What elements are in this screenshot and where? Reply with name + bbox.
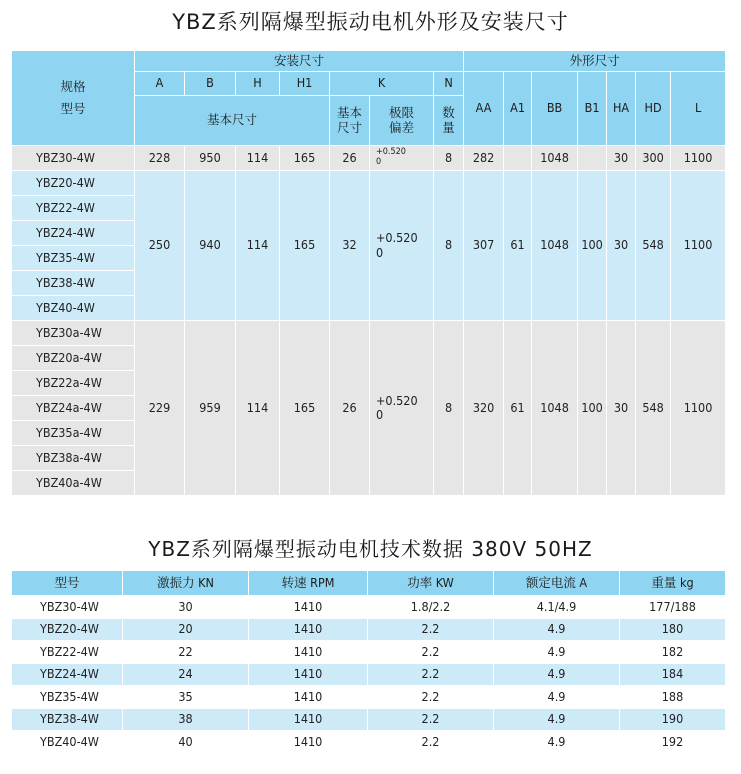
tech-force-cell: 22 [123, 641, 249, 664]
tech-speed-cell: 1410 [249, 596, 368, 619]
K-value: 32 [330, 171, 370, 321]
model-cell: YBZ40-4W [12, 296, 135, 321]
tech-speed-cell: 1410 [249, 641, 368, 664]
tech-current-cell: 4.9 [494, 663, 620, 686]
HA-value: 30 [607, 321, 636, 496]
model-cell: YBZ20-4W [12, 171, 135, 196]
col-A1: A1 [504, 72, 532, 146]
model-cell: YBZ22a-4W [12, 371, 135, 396]
H-value: 114 [236, 171, 280, 321]
tech-body [12, 596, 726, 754]
tech-current-cell: 4.9 [494, 641, 620, 664]
BB-value: 1048 [532, 171, 578, 321]
H-value: 114 [236, 146, 280, 171]
model-header [12, 51, 135, 146]
model-cell: YBZ30-4W [12, 146, 135, 171]
K-tolerance [370, 321, 434, 496]
L-value: 1100 [671, 321, 726, 496]
model-cell: YBZ24-4W [12, 221, 135, 246]
model-cell: YBZ35a-4W [12, 421, 135, 446]
count-header [434, 96, 464, 146]
model-cell: YBZ20a-4W [12, 346, 135, 371]
tech-model-cell: YBZ22-4W [12, 641, 123, 664]
dimensions-table [11, 50, 726, 496]
col-H1: H1 [280, 72, 330, 96]
A-value: 229 [135, 321, 185, 496]
tech-speed-cell: 1410 [249, 618, 368, 641]
tech-model-cell: YBZ30-4W [12, 596, 123, 619]
tech-current-cell: 4.9 [494, 731, 620, 754]
tech-weight-cell: 190 [620, 708, 726, 731]
tech-weight-cell: 177/188 [620, 596, 726, 619]
tolerance-upper: +0.520 [376, 392, 418, 408]
tech-power-cell: 2.2 [368, 708, 494, 731]
tech-table-row [12, 641, 726, 664]
col-A: A [135, 72, 185, 96]
tech-current-cell: 4.9 [494, 708, 620, 731]
HD-value: 548 [636, 321, 671, 496]
AA-value: 320 [464, 321, 504, 496]
tech-current-cell: 4.9 [494, 618, 620, 641]
HA-value: 30 [607, 146, 636, 171]
tolerance-upper: +0.520 [376, 230, 418, 246]
tech-force-cell: 20 [123, 618, 249, 641]
model-header-line1: 规格 [60, 78, 86, 94]
H1-value: 165 [280, 171, 330, 321]
model-cell: YBZ30a-4W [12, 321, 135, 346]
K-tolerance [370, 171, 434, 321]
table-row [12, 321, 726, 346]
HD-value: 548 [636, 171, 671, 321]
col-H: H [236, 72, 280, 96]
col-N: N [434, 72, 464, 96]
tech-force-cell: 38 [123, 708, 249, 731]
k-tolerance-header [370, 96, 434, 146]
tech-speed-cell: 1410 [249, 686, 368, 709]
col-L: L [671, 72, 726, 146]
tech-table-row [12, 708, 726, 731]
B1-value: 100 [578, 321, 607, 496]
tech-power-cell: 2.2 [368, 686, 494, 709]
tech-col-power: 功率 KW [368, 571, 494, 596]
B1-value: 100 [578, 171, 607, 321]
table-row [12, 146, 726, 171]
col-HA: HA [607, 72, 636, 146]
tolerance-lower: 0 [376, 407, 384, 422]
tech-force-cell: 24 [123, 663, 249, 686]
A1-value [504, 146, 532, 171]
tech-speed-cell: 1410 [249, 731, 368, 754]
model-cell: YBZ35-4W [12, 246, 135, 271]
basic-size-header: 基本尺寸 [135, 96, 330, 146]
tech-header-row [12, 571, 726, 596]
tech-table-row [12, 663, 726, 686]
tech-model-cell: YBZ35-4W [12, 686, 123, 709]
B1-value [578, 146, 607, 171]
L-value: 1100 [671, 171, 726, 321]
tech-col-weight: 重量 kg [620, 571, 726, 596]
col-B: B [185, 72, 236, 96]
tech-table-row [12, 731, 726, 754]
AA-value: 307 [464, 171, 504, 321]
col-BB: BB [532, 72, 578, 146]
BB-value: 1048 [532, 146, 578, 171]
col-HD: HD [636, 72, 671, 146]
tech-table-row [12, 618, 726, 641]
col-AA: AA [464, 72, 504, 146]
K-tolerance [370, 146, 434, 171]
N-value: 8 [434, 321, 464, 496]
model-cell: YBZ24a-4W [12, 396, 135, 421]
tech-model-cell: YBZ20-4W [12, 618, 123, 641]
tech-table-row [12, 686, 726, 709]
tech-power-cell: 2.2 [368, 663, 494, 686]
tech-force-cell: 35 [123, 686, 249, 709]
B-value: 940 [185, 171, 236, 321]
model-header-line2: 型号 [60, 101, 86, 116]
N-value: 8 [434, 146, 464, 171]
N-value: 8 [434, 171, 464, 321]
tolerance-lower: 0 [376, 157, 382, 167]
A-value: 250 [135, 171, 185, 321]
H-value: 114 [236, 321, 280, 496]
k-basic-header [330, 96, 370, 146]
tech-speed-cell: 1410 [249, 663, 368, 686]
tech-model-cell: YBZ38-4W [12, 708, 123, 731]
tech-force-cell: 40 [123, 731, 249, 754]
tech-speed-cell: 1410 [249, 708, 368, 731]
tech-col-current: 额定电流 A [494, 571, 620, 596]
tech-col-speed: 转速 RPM [249, 571, 368, 596]
B-value: 950 [185, 146, 236, 171]
tech-col-force: 激振力 KN [123, 571, 249, 596]
K-value: 26 [330, 146, 370, 171]
tech-table-row [12, 596, 726, 619]
tech-data-title: YBZ系列隔爆型振动电机技术数据 380V 50HZ [148, 537, 593, 561]
tech-power-cell: 2.2 [368, 641, 494, 664]
tech-weight-cell: 182 [620, 641, 726, 664]
install-dim-header: 安装尺寸 [135, 51, 464, 72]
A1-value: 61 [504, 321, 532, 496]
col-K: K [330, 72, 434, 96]
tech-current-cell: 4.1/4.9 [494, 596, 620, 619]
count-line1: 数 [442, 105, 455, 121]
HA-value: 30 [607, 171, 636, 321]
k-basic-line1: 基本 [336, 105, 362, 121]
tolerance-upper: +0.520 [376, 147, 406, 158]
tech-current-cell: 4.9 [494, 686, 620, 709]
tech-weight-cell: 192 [620, 731, 726, 754]
count-line2: 量 [442, 119, 455, 135]
A-value: 228 [135, 146, 185, 171]
k-basic-line2: 尺寸 [336, 119, 362, 135]
tech-weight-cell: 180 [620, 618, 726, 641]
tolerance-lower: 0 [376, 244, 384, 260]
tech-col-model: 型号 [12, 571, 123, 596]
AA-value: 282 [464, 146, 504, 171]
HD-value: 300 [636, 146, 671, 171]
dimensions-title: YBZ系列隔爆型振动电机外形及安装尺寸 [172, 10, 569, 34]
H1-value: 165 [280, 321, 330, 496]
outline-dim-header: 外形尺寸 [464, 51, 726, 72]
tech-power-cell: 2.2 [368, 618, 494, 641]
model-cell: YBZ38-4W [12, 271, 135, 296]
tech-power-cell: 2.2 [368, 731, 494, 754]
k-tolerance-line1: 极限 [388, 105, 414, 121]
col-B1: B1 [578, 72, 607, 146]
model-cell: YBZ38a-4W [12, 446, 135, 471]
H1-value: 165 [280, 146, 330, 171]
B-value: 959 [185, 321, 236, 496]
model-cell: YBZ22-4W [12, 196, 135, 221]
tech-model-cell: YBZ40-4W [12, 731, 123, 754]
L-value: 1100 [671, 146, 726, 171]
tech-power-cell: 1.8/2.2 [368, 596, 494, 619]
tech-model-cell: YBZ24-4W [12, 663, 123, 686]
table-row [12, 171, 726, 196]
K-value: 26 [330, 321, 370, 496]
tech-data-table [11, 570, 726, 754]
tech-force-cell: 30 [123, 596, 249, 619]
k-tolerance-line2: 偏差 [388, 119, 414, 135]
model-cell: YBZ40a-4W [12, 471, 135, 496]
BB-value: 1048 [532, 321, 578, 496]
tech-weight-cell: 184 [620, 663, 726, 686]
tech-weight-cell: 188 [620, 686, 726, 709]
A1-value: 61 [504, 171, 532, 321]
